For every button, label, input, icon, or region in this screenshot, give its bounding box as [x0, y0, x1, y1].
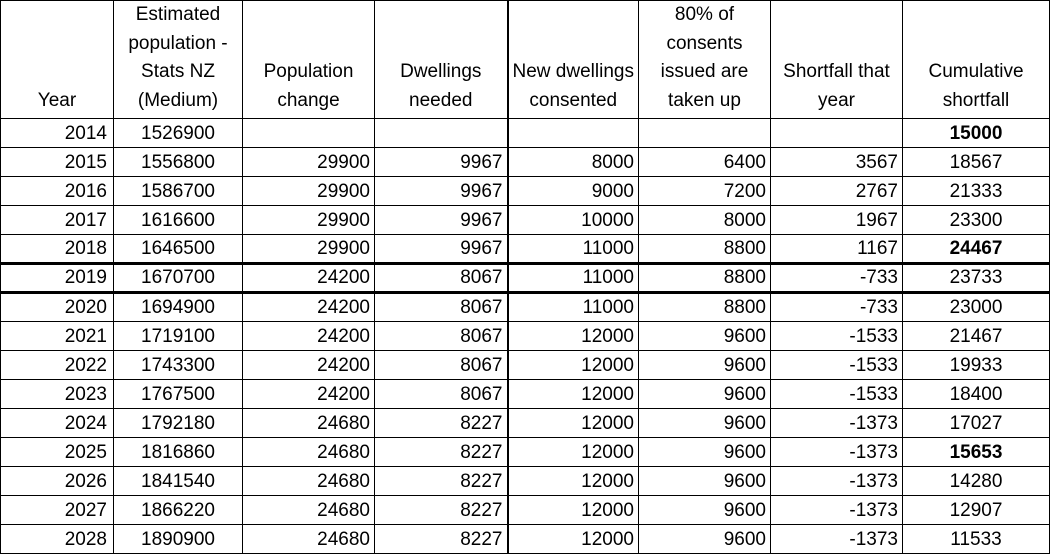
table-body — [1, 119, 1050, 554]
cell-population-change[interactable]: 24680 — [243, 496, 375, 525]
table-row — [1, 148, 1050, 177]
cell-cumulative[interactable]: 23000 — [903, 293, 1050, 322]
cell-population[interactable]: 1767500 — [114, 380, 243, 409]
cell-new-dwellings[interactable]: 8000 — [508, 148, 639, 177]
cell-year[interactable]: 2018 — [1, 235, 114, 264]
cell-dwellings-needed[interactable]: 8227 — [375, 438, 508, 467]
cell-new-dwellings[interactable]: 11000 — [508, 235, 639, 264]
cell-year[interactable]: 2022 — [1, 351, 114, 380]
cell-population[interactable]: 1866220 — [114, 496, 243, 525]
table-row — [1, 293, 1050, 322]
table-row — [1, 177, 1050, 206]
cell-shortfall[interactable] — [771, 119, 903, 148]
cell-consents-taken-up[interactable]: 9600 — [639, 496, 771, 525]
cell-new-dwellings[interactable]: 11000 — [508, 293, 639, 322]
cell-shortfall[interactable]: -1373 — [771, 496, 903, 525]
cell-consents-taken-up[interactable]: 7200 — [639, 177, 771, 206]
cell-dwellings-needed[interactable]: 9967 — [375, 235, 508, 264]
cell-consents-taken-up[interactable]: 9600 — [639, 351, 771, 380]
cell-cumulative[interactable]: 15000 — [903, 119, 1050, 148]
cell-shortfall[interactable]: -1373 — [771, 467, 903, 496]
cell-population[interactable]: 1816860 — [114, 438, 243, 467]
cell-population[interactable]: 1556800 — [114, 148, 243, 177]
cell-shortfall[interactable]: 3567 — [771, 148, 903, 177]
header-row — [1, 1, 1050, 119]
cell-consents-taken-up[interactable]: 9600 — [639, 438, 771, 467]
cell-consents-taken-up[interactable]: 8000 — [639, 206, 771, 235]
cell-year[interactable]: 2023 — [1, 380, 114, 409]
cell-year[interactable]: 2024 — [1, 409, 114, 438]
cell-year[interactable]: 2015 — [1, 148, 114, 177]
cell-dwellings-needed[interactable]: 8227 — [375, 525, 508, 554]
cell-cumulative[interactable]: 14280 — [903, 467, 1050, 496]
cell-new-dwellings[interactable]: 12000 — [508, 438, 639, 467]
table-row — [1, 525, 1050, 554]
header-population[interactable]: Estimated population - Stats NZ (Medium) — [114, 1, 243, 119]
table-row — [1, 351, 1050, 380]
cell-year[interactable]: 2026 — [1, 467, 114, 496]
cell-cumulative[interactable]: 15653 — [903, 438, 1050, 467]
cell-cumulative[interactable]: 18567 — [903, 148, 1050, 177]
cell-population-change[interactable]: 24200 — [243, 264, 375, 293]
cell-population[interactable]: 1616600 — [114, 206, 243, 235]
cell-cumulative[interactable]: 23300 — [903, 206, 1050, 235]
cell-new-dwellings[interactable]: 11000 — [508, 264, 639, 293]
table-row — [1, 322, 1050, 351]
cell-cumulative[interactable]: 24467 — [903, 235, 1050, 264]
cell-cumulative[interactable]: 23733 — [903, 264, 1050, 293]
cell-year[interactable]: 2021 — [1, 322, 114, 351]
cell-shortfall[interactable]: -1533 — [771, 380, 903, 409]
cell-consents-taken-up[interactable] — [639, 119, 771, 148]
cell-population[interactable]: 1841540 — [114, 467, 243, 496]
table-row — [1, 380, 1050, 409]
cell-dwellings-needed[interactable] — [375, 119, 508, 148]
cell-cumulative[interactable]: 21467 — [903, 322, 1050, 351]
cell-cumulative[interactable]: 18400 — [903, 380, 1050, 409]
cell-dwellings-needed[interactable]: 8067 — [375, 351, 508, 380]
cell-new-dwellings[interactable]: 12000 — [508, 496, 639, 525]
cell-population[interactable]: 1743300 — [114, 351, 243, 380]
cell-dwellings-needed[interactable]: 8227 — [375, 467, 508, 496]
cell-consents-taken-up[interactable]: 9600 — [639, 409, 771, 438]
cell-year[interactable]: 2028 — [1, 525, 114, 554]
table-row — [1, 409, 1050, 438]
table-row — [1, 119, 1050, 148]
table-row — [1, 264, 1050, 293]
cell-cumulative[interactable]: 21333 — [903, 177, 1050, 206]
header-shortfall[interactable]: Shortfall that year — [771, 1, 903, 119]
cell-dwellings-needed[interactable]: 9967 — [375, 177, 508, 206]
cell-population[interactable]: 1792180 — [114, 409, 243, 438]
cell-consents-taken-up[interactable]: 8800 — [639, 235, 771, 264]
cell-population[interactable]: 1526900 — [114, 119, 243, 148]
cell-population-change[interactable]: 24680 — [243, 525, 375, 554]
cell-population-change[interactable]: 24680 — [243, 438, 375, 467]
cell-year[interactable]: 2020 — [1, 293, 114, 322]
header-population-change[interactable]: Population change — [243, 1, 375, 119]
cell-shortfall[interactable]: -733 — [771, 293, 903, 322]
cell-year[interactable]: 2019 — [1, 264, 114, 293]
cell-year[interactable]: 2027 — [1, 496, 114, 525]
cell-new-dwellings[interactable]: 9000 — [508, 177, 639, 206]
table-row — [1, 235, 1050, 264]
cell-shortfall[interactable]: -1533 — [771, 351, 903, 380]
cell-population-change[interactable]: 29900 — [243, 177, 375, 206]
cell-population[interactable]: 1586700 — [114, 177, 243, 206]
cell-cumulative[interactable]: 11533 — [903, 525, 1050, 554]
cell-dwellings-needed[interactable]: 8067 — [375, 264, 508, 293]
cell-shortfall[interactable]: -1373 — [771, 409, 903, 438]
header-year[interactable]: Year — [1, 1, 114, 119]
cell-population[interactable]: 1890900 — [114, 525, 243, 554]
cell-population-change[interactable] — [243, 119, 375, 148]
cell-shortfall[interactable]: 2767 — [771, 177, 903, 206]
cell-cumulative[interactable]: 19933 — [903, 351, 1050, 380]
cell-consents-taken-up[interactable]: 9600 — [639, 322, 771, 351]
cell-population[interactable]: 1719100 — [114, 322, 243, 351]
cell-population-change[interactable]: 24200 — [243, 293, 375, 322]
cell-dwellings-needed[interactable]: 8227 — [375, 409, 508, 438]
cell-dwellings-needed[interactable]: 8067 — [375, 380, 508, 409]
header-cumulative[interactable]: Cumulative shortfall — [903, 1, 1050, 119]
cell-shortfall[interactable]: -733 — [771, 264, 903, 293]
table-row — [1, 206, 1050, 235]
cell-population-change[interactable]: 24200 — [243, 322, 375, 351]
header-new-dwellings[interactable]: New dwellings consented — [508, 1, 639, 119]
cell-dwellings-needed[interactable]: 9967 — [375, 148, 508, 177]
cell-shortfall[interactable]: -1533 — [771, 322, 903, 351]
cell-new-dwellings[interactable]: 12000 — [508, 351, 639, 380]
cell-consents-taken-up[interactable]: 9600 — [639, 525, 771, 554]
cell-shortfall[interactable]: 1967 — [771, 206, 903, 235]
header-dwellings-needed[interactable]: Dwellings needed — [375, 1, 508, 119]
cell-consents-taken-up[interactable]: 9600 — [639, 467, 771, 496]
cell-population-change[interactable]: 29900 — [243, 235, 375, 264]
cell-consents-taken-up[interactable]: 8800 — [639, 293, 771, 322]
cell-year[interactable]: 2016 — [1, 177, 114, 206]
cell-new-dwellings[interactable]: 12000 — [508, 380, 639, 409]
cell-consents-taken-up[interactable]: 9600 — [639, 380, 771, 409]
cell-population[interactable]: 1694900 — [114, 293, 243, 322]
cell-population[interactable]: 1670700 — [114, 264, 243, 293]
cell-cumulative[interactable]: 17027 — [903, 409, 1050, 438]
cell-population-change[interactable]: 24200 — [243, 351, 375, 380]
cell-population-change[interactable]: 24200 — [243, 380, 375, 409]
cell-dwellings-needed[interactable]: 8067 — [375, 293, 508, 322]
cell-shortfall[interactable]: -1373 — [771, 525, 903, 554]
cell-new-dwellings[interactable]: 12000 — [508, 322, 639, 351]
cell-population-change[interactable]: 29900 — [243, 206, 375, 235]
cell-new-dwellings[interactable]: 12000 — [508, 467, 639, 496]
cell-dwellings-needed[interactable]: 8227 — [375, 496, 508, 525]
cell-new-dwellings[interactable]: 10000 — [508, 206, 639, 235]
table-row — [1, 438, 1050, 467]
cell-new-dwellings[interactable] — [508, 119, 639, 148]
cell-consents-taken-up[interactable]: 6400 — [639, 148, 771, 177]
cell-dwellings-needed[interactable]: 8067 — [375, 322, 508, 351]
cell-population[interactable]: 1646500 — [114, 235, 243, 264]
cell-population-change[interactable]: 29900 — [243, 148, 375, 177]
cell-shortfall[interactable]: 1167 — [771, 235, 903, 264]
cell-consents-taken-up[interactable]: 8800 — [639, 264, 771, 293]
table-row — [1, 496, 1050, 525]
table-row — [1, 467, 1050, 496]
cell-year[interactable]: 2017 — [1, 206, 114, 235]
cell-dwellings-needed[interactable]: 9967 — [375, 206, 508, 235]
cell-new-dwellings[interactable]: 12000 — [508, 409, 639, 438]
cell-year[interactable]: 2014 — [1, 119, 114, 148]
cell-year[interactable]: 2025 — [1, 438, 114, 467]
cell-cumulative[interactable]: 12907 — [903, 496, 1050, 525]
cell-new-dwellings[interactable]: 12000 — [508, 525, 639, 554]
cell-population-change[interactable]: 24680 — [243, 467, 375, 496]
cell-shortfall[interactable]: -1373 — [771, 438, 903, 467]
header-consents-taken-up[interactable]: 80% of consents issued are taken up — [639, 1, 771, 119]
cell-population-change[interactable]: 24680 — [243, 409, 375, 438]
